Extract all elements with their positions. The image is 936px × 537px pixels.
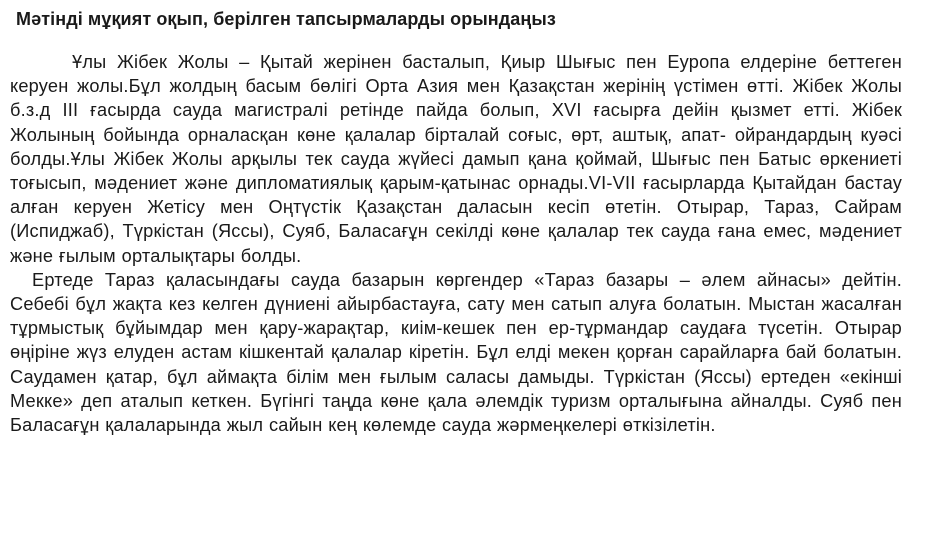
page-title: Мәтінді мұқият оқып, берілген тапсырмаларды орындаңыз xyxy=(16,9,556,29)
paragraph-taraz-bazaar: Ертеде Тараз қаласындағы сауда базарын көргендер «Тараз базары – әлем айнасы» дейтін. Себебі бұл жақта кез келген дүниені айырбастауға, сату мен сатып алуға болатын. Мыстан жасалған тұрмыстық бұйымдар мен қару-жарақтар, киім-кешек пен ер-тұрмандар саудаға түсетін. Отырар өңіріне жүз елуден астам кішкентай қалалар кіретін. Бұл елді мекен қорған сарайларға бай болатын. Саудамен қатар, бұл аймақта білім мен ғылым саласы дамыды. Түркістан (Яссы) ертеден «екінші Мекке» деп аталып кеткен. Бүгінгі таңда көне қала әлемдік туризм орталығына айналды. Суяб пен Баласағұн қалаларында жыл сайын кең көлемде сауда жәрмеңкелері өткізілетін. xyxy=(10,269,902,436)
document xyxy=(10,6,902,437)
paragraph-silk-road: Ұлы Жібек Жолы – Қытай жерінен басталып, Қиыр Шығыс пен Еуропа елдеріне беттеген керуен жолы.Бұл жолдың басым бөлігі Орта Азия мен Қазақстан жерінің үстімен өтті. Жібек Жолы б.з.д ІІІ ғасырда сауда магистралі ретінде пайда болып, XVI ғасырға дейін қызмет етті. Жібек Жолының бойында орналасқан көне қалалар бірталай соғыс, өрт, аштық, апат- ойрандардың куәсі болды.Ұлы Жібек Жолы арқылы тек сауда жүйесі дамып қана қоймай, Шығыс пен Батыс өркениеті тоғысып, мәдениет және дипломатиялық қарым-қатынас орнады.VI-VII ғасырларда Қытайдан бастау алған керуен Жетісу мен Оңтүстік Қазақстан даласын кесіп өтетін. Отырар, Тараз, Сайрам (Испиджаб), Түркістан (Яссы), Суяб, Баласағұн секілді көне қалалар тек сауда ғана емес, мәдениет және ғылым орталықтары болды. xyxy=(10,52,902,266)
